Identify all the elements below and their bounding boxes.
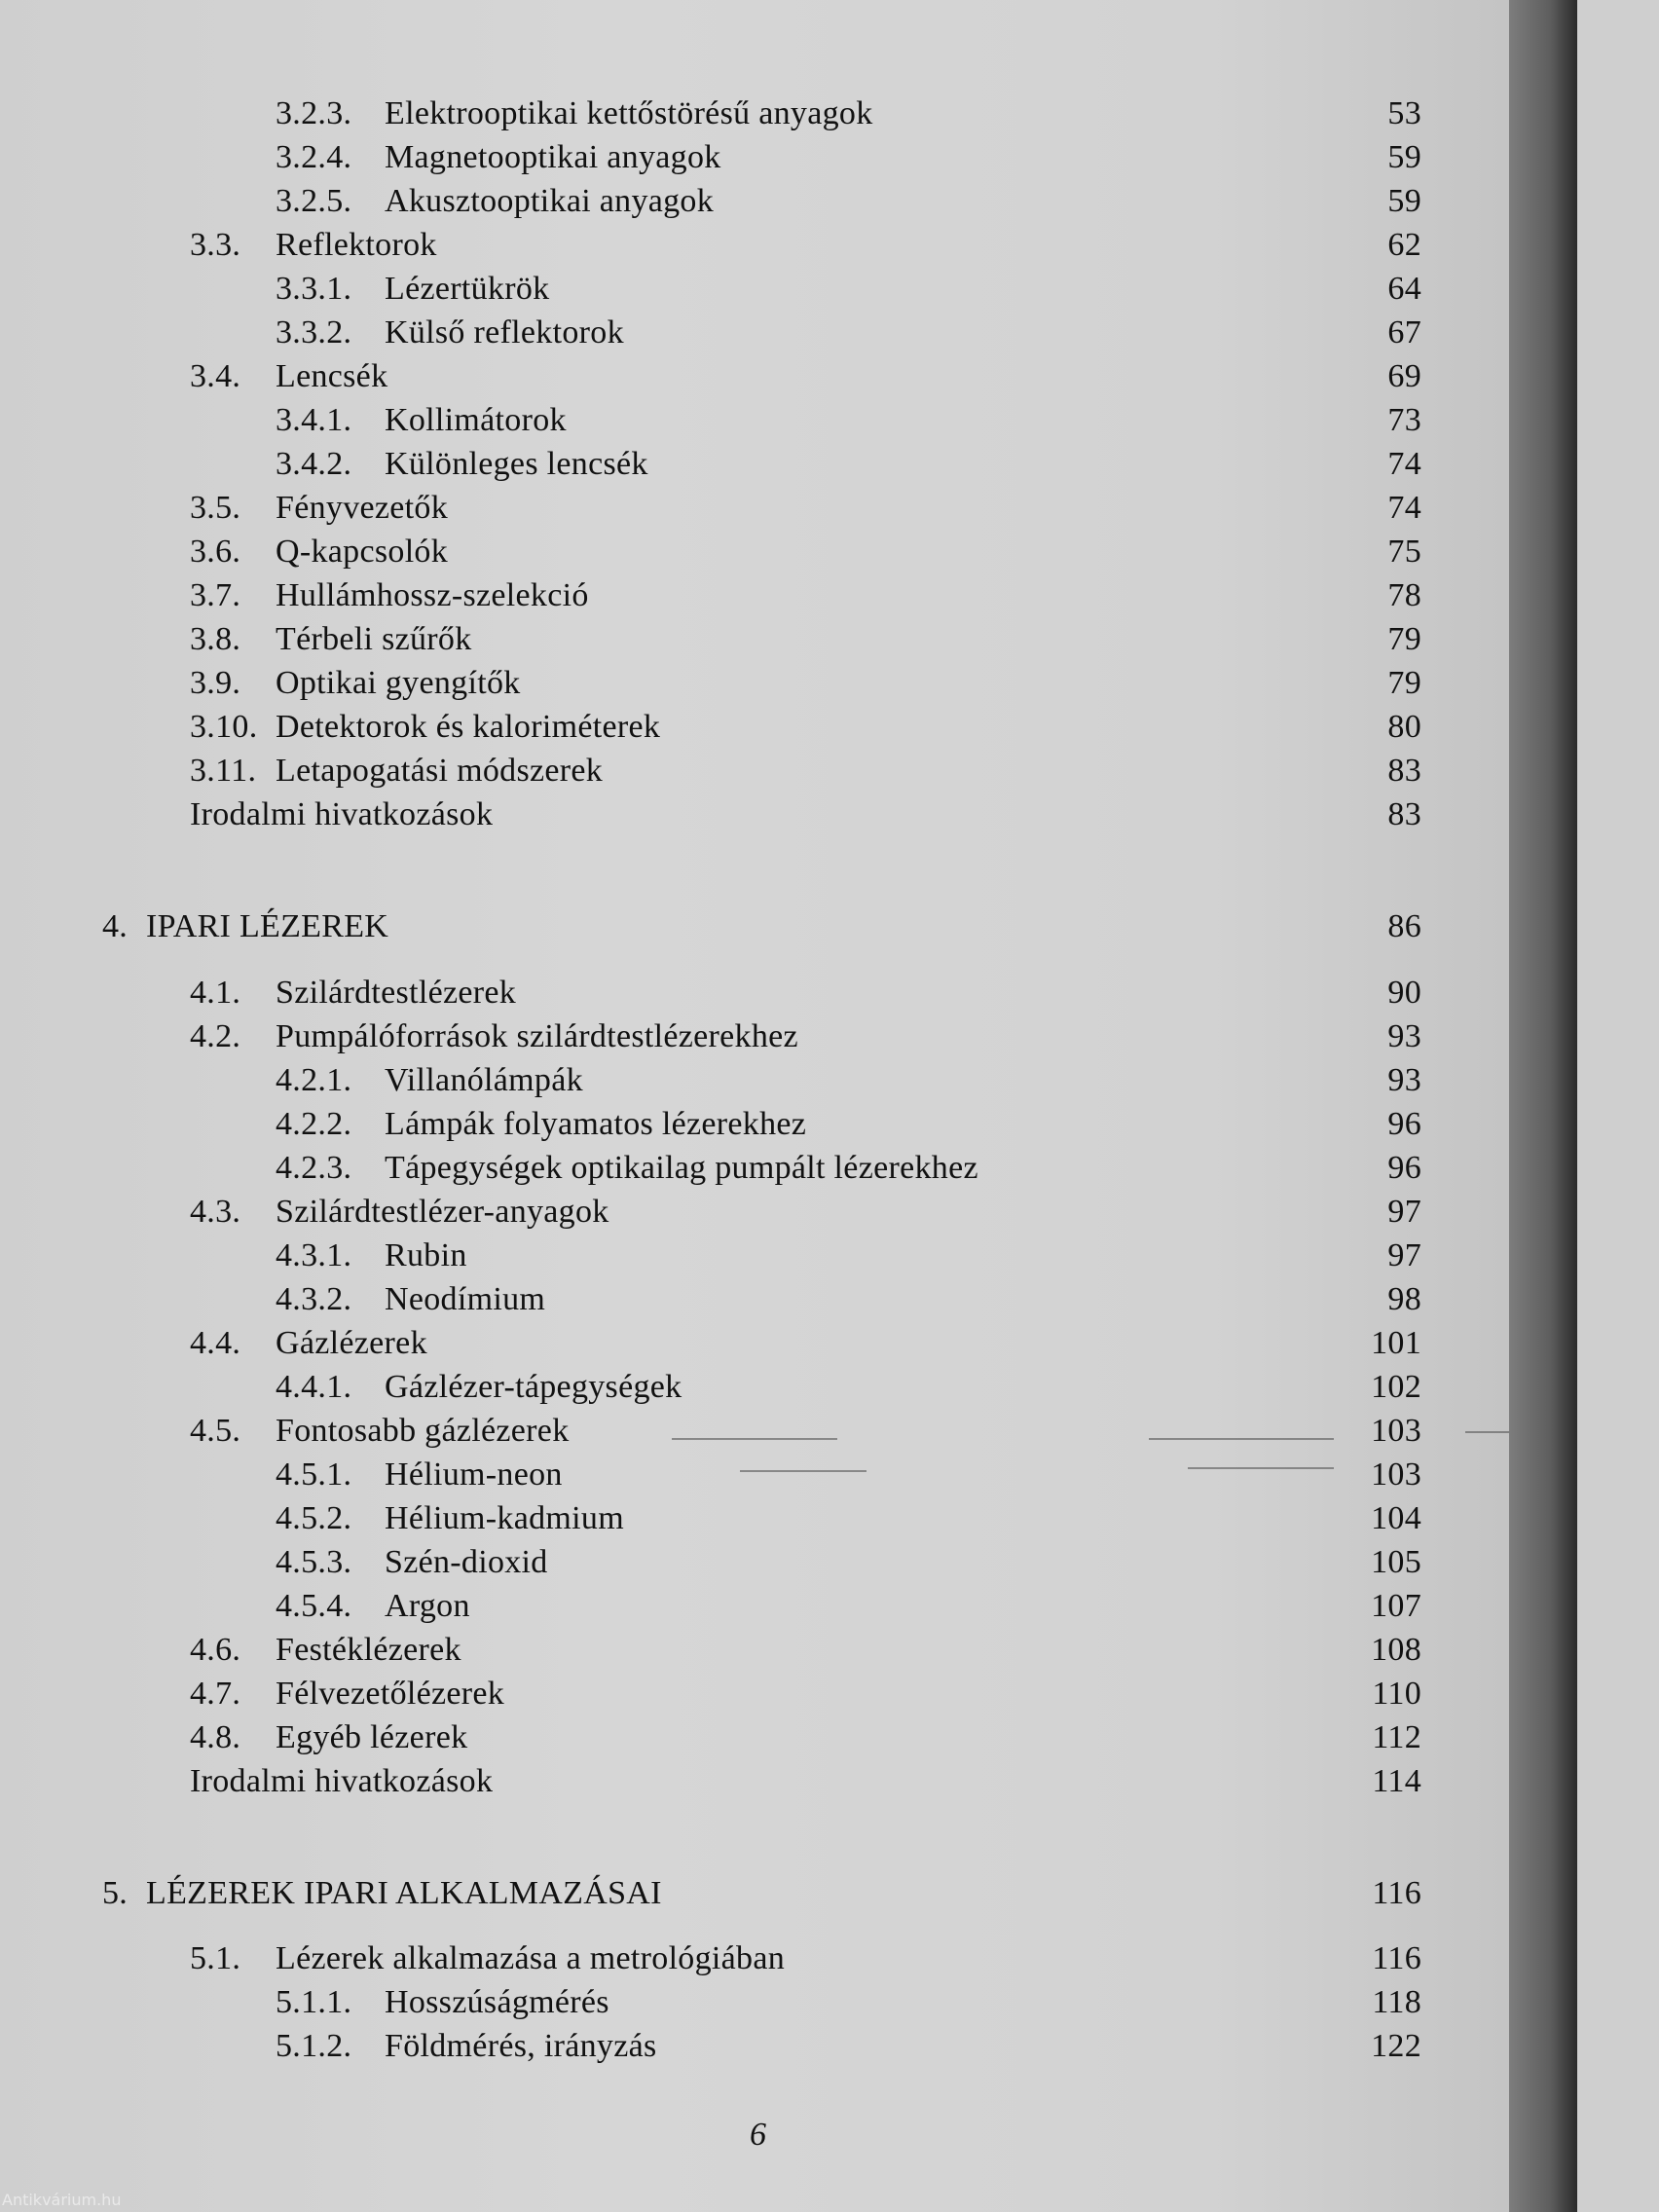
toc-entry-number: 3.8.	[190, 621, 241, 657]
toc-entry	[0, 1236, 1460, 1277]
toc-entry-number: 4.1.	[190, 975, 241, 1011]
toc-entry-number: 4.2.1.	[276, 1062, 352, 1098]
toc-entry	[0, 445, 1460, 486]
toc-entry-title: Földmérés, irányzás	[385, 2028, 657, 2064]
print-smudge	[740, 1470, 866, 1472]
toc-entry	[0, 1105, 1460, 1146]
toc-entry-number: 4.5.	[190, 1413, 241, 1449]
page-number: 6	[750, 2117, 766, 2153]
toc-entry-title: Szilárdtestlézer-anyagok	[276, 1194, 609, 1230]
toc-entry-number: 4.5.2.	[276, 1500, 352, 1536]
toc-entry-number: 4.	[102, 908, 129, 944]
print-smudge	[1188, 1467, 1334, 1469]
toc-entry-title: Kollimátorok	[385, 402, 567, 438]
toc-entry-page: 62	[1387, 227, 1421, 263]
toc-entry-title: Hullámhossz-szelekció	[276, 577, 589, 613]
toc-entry-title: Gázlézer-tápegységek	[385, 1369, 682, 1405]
toc-entry-page: 74	[1387, 490, 1421, 526]
toc-entry-title: Félvezetőlézerek	[276, 1676, 505, 1712]
toc-entry-page: 107	[1371, 1588, 1421, 1624]
toc-entry-page: 103	[1371, 1456, 1421, 1493]
next-page-edge	[1577, 0, 1659, 2212]
toc-entry-number: 3.2.4.	[276, 139, 352, 175]
toc-entry-number: 3.4.2.	[276, 446, 352, 482]
toc-entry-page: 93	[1387, 1018, 1421, 1054]
print-smudge	[672, 1438, 837, 1440]
toc-entry	[0, 533, 1460, 573]
toc-entry-page: 96	[1387, 1150, 1421, 1186]
toc-entry-title: Egyéb lézerek	[276, 1719, 468, 1755]
print-smudge	[1149, 1438, 1334, 1440]
toc-entry-title: Akusztooptikai anyagok	[385, 183, 715, 219]
toc-entry-page: 97	[1387, 1237, 1421, 1273]
toc-entry-page: 93	[1387, 1062, 1421, 1098]
toc-entry-page: 90	[1387, 975, 1421, 1011]
toc-entry-title: Hosszúságmérés	[385, 1984, 609, 2020]
toc-entry-number: 5.	[102, 1875, 129, 1911]
toc-entry-number: 3.10.	[190, 709, 258, 745]
toc-entry-page: 112	[1372, 1719, 1421, 1755]
toc-entry-page: 114	[1372, 1763, 1421, 1799]
toc-entry-page: 59	[1387, 139, 1421, 175]
toc-entry-title: Fényvezetők	[276, 490, 449, 526]
toc-entry-page: 79	[1387, 665, 1421, 701]
toc-entry-page: 104	[1371, 1500, 1421, 1536]
toc-entry-number: 3.9.	[190, 665, 241, 701]
toc-entry-title: Külső reflektorok	[385, 314, 624, 350]
toc-entry-number: 3.4.	[190, 358, 241, 394]
toc-entry-title: Reflektorok	[276, 227, 437, 263]
toc-entry-title: Magnetooptikai anyagok	[385, 139, 721, 175]
toc-entry-page: 83	[1387, 796, 1421, 832]
toc-entry-title: Detektorok és kaloriméterek	[276, 709, 661, 745]
toc-entry-number: 3.6.	[190, 534, 241, 570]
toc-entry-number: 5.1.	[190, 1940, 241, 1976]
toc-entry-page: 69	[1387, 358, 1421, 394]
toc-entry-title: Fontosabb gázlézerek	[276, 1413, 570, 1449]
toc-entry-page: 108	[1371, 1632, 1421, 1668]
toc-entry-number: 4.2.	[190, 1018, 241, 1054]
toc-entry	[0, 1456, 1460, 1496]
toc-entry	[0, 94, 1460, 135]
toc-entry-page: 59	[1387, 183, 1421, 219]
toc-entry	[0, 664, 1460, 705]
toc-entry	[0, 313, 1460, 354]
toc-entry	[0, 620, 1460, 661]
toc-entry	[0, 1631, 1460, 1672]
toc-entry-number: 4.3.	[190, 1194, 241, 1230]
toc-entry-page: 116	[1372, 1940, 1421, 1976]
toc-entry-title: Villanólámpák	[385, 1062, 583, 1098]
toc-entry-page: 79	[1387, 621, 1421, 657]
toc-entry-title: Q-kapcsolók	[276, 534, 449, 570]
toc-entry-page: 97	[1387, 1194, 1421, 1230]
toc-entry-title: IPARI LÉZEREK	[146, 908, 389, 944]
toc-entry	[0, 752, 1460, 793]
toc-entry	[0, 1193, 1460, 1234]
toc-entry	[0, 708, 1460, 749]
toc-entry-title: Irodalmi hivatkozások	[190, 1763, 494, 1799]
toc-entry-title: Letapogatási módszerek	[276, 753, 604, 789]
toc-entry-number: 4.3.1.	[276, 1237, 352, 1273]
toc-entry-number: 3.11.	[190, 753, 257, 789]
toc-entry-title: Térbeli szűrők	[276, 621, 472, 657]
toc-entry	[0, 1983, 1460, 2024]
toc-entry-title: Irodalmi hivatkozások	[190, 796, 494, 832]
toc-entry	[0, 1587, 1460, 1628]
toc-entry-title: Pumpálóforrások szilárdtestlézerekhez	[276, 1018, 798, 1054]
toc-entry-number: 5.1.1.	[276, 1984, 352, 2020]
toc-entry-title: Gázlézerek	[276, 1325, 427, 1361]
toc-entry-number: 4.6.	[190, 1632, 241, 1668]
toc-entry	[0, 795, 1460, 836]
toc-entry-page: 78	[1387, 577, 1421, 613]
toc-entry-page: 53	[1387, 95, 1421, 131]
toc-entry-title: Hélium-neon	[385, 1456, 563, 1493]
toc-entry-number: 4.5.4.	[276, 1588, 352, 1624]
toc-entry	[0, 226, 1460, 267]
toc-entry-title: Szén-dioxid	[385, 1544, 548, 1580]
toc-entry	[0, 138, 1460, 179]
toc-entry	[0, 1675, 1460, 1715]
toc-entry-title: Festéklézerek	[276, 1632, 461, 1668]
toc-entry-title: Hélium-kadmium	[385, 1500, 624, 1536]
toc-entry-title: Argon	[385, 1588, 470, 1624]
toc-entry-title: Elektrooptikai kettőstörésű anyagok	[385, 95, 873, 131]
toc-entry	[0, 1061, 1460, 1102]
toc-entry	[0, 1543, 1460, 1584]
toc-entry	[0, 1324, 1460, 1365]
toc-entry	[0, 1762, 1460, 1803]
toc-entry-number: 3.4.1.	[276, 402, 352, 438]
toc-entry	[0, 489, 1460, 530]
toc-entry-number: 3.2.3.	[276, 95, 352, 131]
toc-entry	[0, 1017, 1460, 1058]
toc-entry	[0, 974, 1460, 1014]
toc-entry-number: 4.8.	[190, 1719, 241, 1755]
toc-entry-page: 101	[1371, 1325, 1421, 1361]
toc-entry-title: Lámpák folyamatos lézerekhez	[385, 1106, 807, 1142]
toc-entry	[0, 1499, 1460, 1540]
toc-entry-number: 3.7.	[190, 577, 241, 613]
toc-entry-title: Lencsék	[276, 358, 388, 394]
toc-entry-number: 5.1.2.	[276, 2028, 352, 2064]
toc-entry-page: 102	[1371, 1369, 1421, 1405]
toc-entry-number: 4.5.1.	[276, 1456, 352, 1493]
toc-entry-page: 67	[1387, 314, 1421, 350]
toc-entry	[0, 1412, 1460, 1453]
toc-entry-number: 3.3.	[190, 227, 241, 263]
toc-entry-page: 103	[1371, 1413, 1421, 1449]
toc-entry	[0, 1939, 1460, 1980]
toc-entry	[0, 1280, 1460, 1321]
toc-entry-page: 96	[1387, 1106, 1421, 1142]
toc-entry-number: 3.3.2.	[276, 314, 352, 350]
toc-entry-title: Rubin	[385, 1237, 467, 1273]
toc-entry-title: Lézerek alkalmazása a metrológiában	[276, 1940, 786, 1976]
toc-entry	[0, 2027, 1460, 2068]
toc-entry-title: Különleges lencsék	[385, 446, 648, 482]
toc-entry-page: 74	[1387, 446, 1421, 482]
toc-entry	[0, 907, 1460, 948]
toc-entry	[0, 182, 1460, 223]
toc-entry-number: 4.7.	[190, 1676, 241, 1712]
toc-entry-page: 86	[1387, 908, 1421, 944]
toc-entry-page: 118	[1372, 1984, 1421, 2020]
toc-entry-title: Optikai gyengítők	[276, 665, 521, 701]
toc-entry-number: 4.2.3.	[276, 1150, 352, 1186]
toc-entry-page: 122	[1371, 2028, 1421, 2064]
toc-entry-page: 105	[1371, 1544, 1421, 1580]
toc-entry-number: 4.3.2.	[276, 1281, 352, 1317]
toc-entry-title: Neodímium	[385, 1281, 546, 1317]
toc-entry	[0, 576, 1460, 617]
toc-entry-page: 116	[1372, 1875, 1421, 1911]
toc-entry	[0, 1149, 1460, 1190]
toc-entry-number: 4.4.1.	[276, 1369, 352, 1405]
toc-entry-title: Lézertükrök	[385, 271, 550, 307]
toc-entry	[0, 270, 1460, 311]
watermark: Antikvárium.hu	[2, 2191, 122, 2209]
toc-entry-page: 75	[1387, 534, 1421, 570]
toc-entry-title: Tápegységek optikailag pumpált lézerekhez	[385, 1150, 978, 1186]
toc-entry-number: 3.3.1.	[276, 271, 352, 307]
toc-entry-page: 73	[1387, 402, 1421, 438]
page-edge-shadow	[1509, 0, 1577, 2212]
toc-entry-page: 80	[1387, 709, 1421, 745]
toc-entry-title: Szilárdtestlézerek	[276, 975, 517, 1011]
toc-entry	[0, 357, 1460, 398]
toc-entry	[0, 1874, 1460, 1915]
toc-entry	[0, 1718, 1460, 1759]
toc-entry-number: 4.2.2.	[276, 1106, 352, 1142]
toc-entry-number: 3.2.5.	[276, 183, 352, 219]
toc-entry-page: 83	[1387, 753, 1421, 789]
toc-entry-number: 4.4.	[190, 1325, 241, 1361]
toc-entry-page: 110	[1372, 1676, 1421, 1712]
toc-entry-page: 98	[1387, 1281, 1421, 1317]
toc-entry	[0, 401, 1460, 442]
toc-entry-number: 4.5.3.	[276, 1544, 352, 1580]
toc-entry-page: 64	[1387, 271, 1421, 307]
toc-entry-number: 3.5.	[190, 490, 241, 526]
toc-entry	[0, 1368, 1460, 1409]
toc-entry-title: LÉZEREK IPARI ALKALMAZÁSAI	[146, 1875, 662, 1911]
